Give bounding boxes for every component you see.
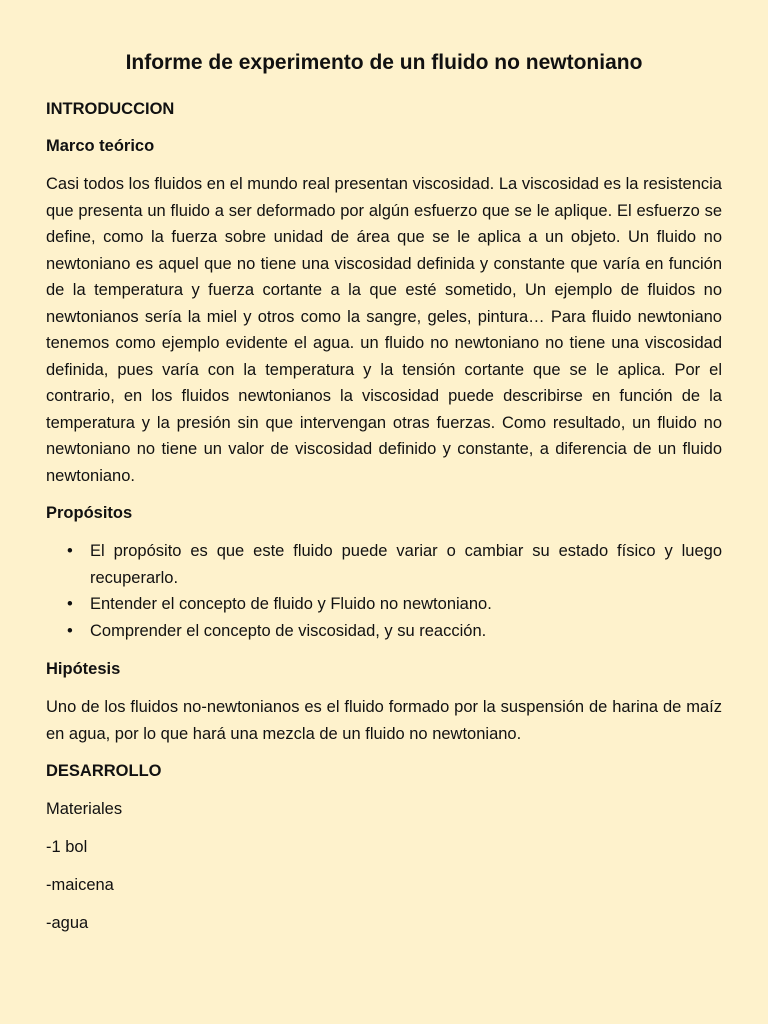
bullet-icon: •: [67, 595, 73, 613]
paragraph-marco-teorico: Casi todos los fluidos en el mundo real presentan viscosidad. La viscosidad es la resistencia que presenta un fluido a ser deformado por algún esfuerzo que se le aplique. El esfuerzo se define, como la fuerza sobre unidad de área que se le aplica a un objeto. Un fluido no newtoniano es aquel que no tiene una viscosidad definida y constante que varía en función de la temperatura y fuerza cortante a la que esté sometido, Un ejemplo de fluidos no newtonianos sería la miel y otros como la sangre, geles, pintura… Para fluido newtoniano tenemos como ejemplo evidente el agua. un fluido no newtoniano no tiene una viscosidad definida, pues varía con la temperatura y la tensión cortante que se le aplica. Por el contrario, en los fluidos newtonianos la viscosidad puede describirse en función de la temperatura y la presión sin que intervengan otras fuerzas. Como resultado, un fluido no newtoniano no tiene un valor de viscosidad definido y constante, a diferencia de un fluido newtoniano.: [46, 175, 722, 485]
bullet-icon: •: [67, 621, 73, 640]
subheading-hipotesis: Hipótesis: [46, 660, 121, 678]
list-item-text: Comprender el concepto de viscosidad, y su reacción.: [90, 621, 487, 640]
list-item: [46, 538, 722, 591]
list-item: [46, 591, 722, 618]
material-item: -agua: [46, 914, 89, 932]
subheading-propositos: Propósitos: [46, 504, 133, 522]
document-title: Informe de experimento de un fluido no newtoniano: [125, 51, 643, 74]
propositos-list: [46, 538, 722, 644]
section-heading-desarrollo: DESARROLLO: [46, 762, 162, 780]
subheading-marco-teorico: Marco teórico: [46, 137, 155, 155]
list-item-text: El propósito es que este fluido puede variar o cambiar su estado físico y luego recuperarlo.: [90, 542, 722, 587]
bullet-icon: •: [67, 542, 73, 560]
material-item: -1 bol: [46, 838, 88, 856]
section-heading-introduccion: INTRODUCCION: [46, 100, 175, 118]
list-item: [46, 618, 722, 645]
materiales-label: Materiales: [46, 800, 123, 818]
list-item-text: Entender el concepto de fluido y Fluido no newtoniano.: [90, 595, 492, 613]
paragraph-hipotesis: Uno de los fluidos no-newtonianos es el fluido formado por la suspensión de harina de maíz en agua, por lo que hará una mezcla de un fluido no newtoniano.: [46, 698, 722, 743]
material-item: -maicena: [46, 876, 114, 894]
